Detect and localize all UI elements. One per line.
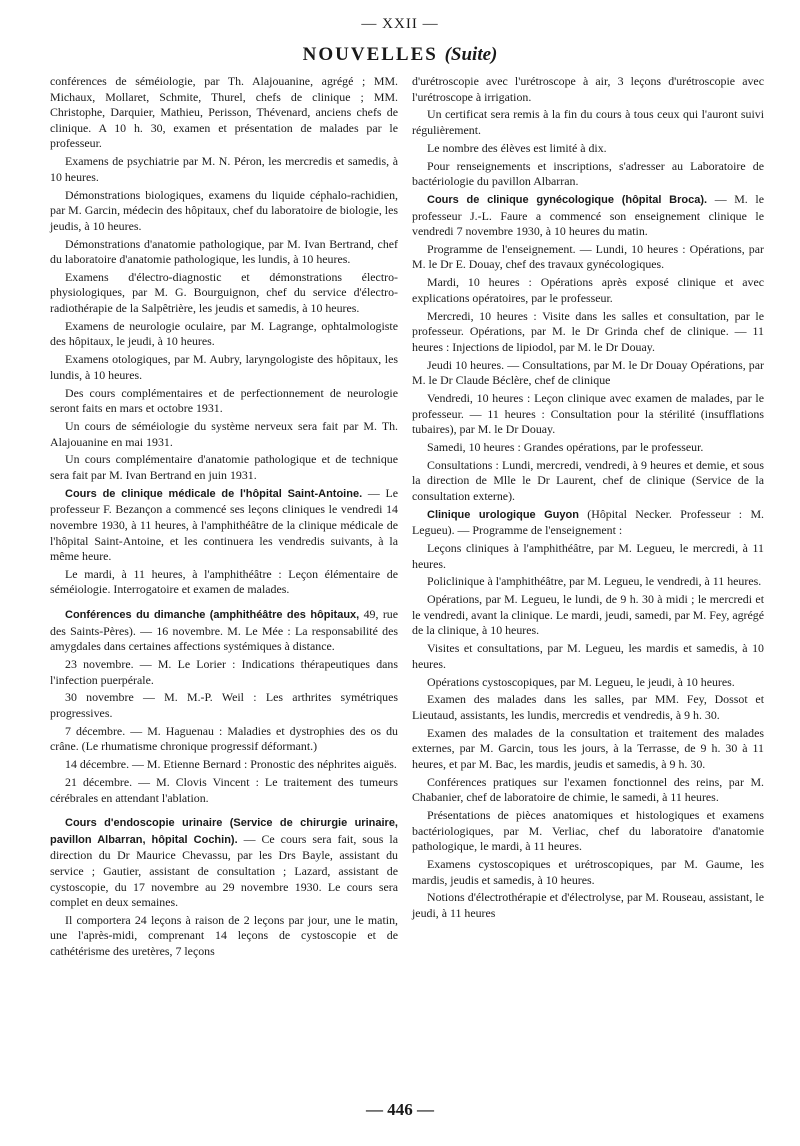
paragraph	[412, 242, 764, 273]
paragraph	[412, 641, 764, 672]
paragraph-text: Opérations cystoscopiques, par M. Legueu, le jeudi, à 10 heures.	[427, 674, 735, 689]
paragraph	[412, 726, 764, 773]
paragraph	[50, 815, 398, 911]
paragraph	[412, 857, 764, 888]
paragraph	[412, 458, 764, 505]
paragraph-text: Programme de l'enseignement. — Lundi, 10 heures : Opérations, par M. le Dr E. Douay, chef des travaux gynécologiques.	[412, 241, 764, 272]
paragraph-text: Il comportera 24 leçons à raison de 2 leçons par jour, une le matin, une l'après-midi, comprenant 14 leçons de cystoscopie et de cathétérisme des uretères, 7 leçons	[50, 912, 398, 959]
paragraph-text: 21 décembre. — M. Clovis Vincent : Le traitement des tumeurs cérébrales en attendant l'ablation.	[50, 774, 398, 805]
paragraph-text: Le mardi, à 11 heures, à l'amphithéâtre : Leçon élémentaire de séméiologie. Interrogatoire et examen de malades.	[50, 566, 398, 597]
paragraph-text: — Le professeur F. Bezançon a commencé ses leçons cliniques le vendredi 14 novembre 1930, à 11 heures, à l'amphithéâtre de la clinique médicale de l'hôpital Saint-Antoine, et les continuera les vendredis suivants, à la même heure.	[50, 485, 398, 564]
paragraph	[412, 675, 764, 691]
paragraph-text: Démonstrations d'anatomie pathologique, par M. Ivan Bertrand, chef du laboratoire d'anatomie pathologique, les lundis, à 10 heures.	[50, 236, 398, 267]
paragraph-text: Examens de psychiatrie par M. N. Péron, les mercredis et samedis, à 10 heures.	[50, 154, 398, 184]
section-heading: Clinique urologique Guyon	[427, 508, 579, 521]
left-column	[50, 74, 398, 962]
paragraph-text: Présentations de pièces anatomiques et histologiques et examens bactériologiques, par M. Verliac, chef du laboratoire d'anatomie pathologique, le mardi, à 11 heures.	[412, 808, 764, 854]
paragraph	[50, 270, 398, 317]
paragraph	[50, 319, 398, 350]
paragraph-text: Visites et consultations, par M. Legueu, les mardis et samedis, à 10 heures.	[412, 641, 764, 671]
paragraph-text: Examens otologiques, par M. Aubry, laryngologiste des hôpitaux, les lundis, à 10 heures.	[50, 352, 398, 382]
paragraph	[50, 188, 398, 235]
paragraph-text: Le nombre des élèves est limité à dix.	[427, 140, 607, 155]
paragraph-text: Pour renseignements et inscriptions, s'adresser au Laboratoire de bactériologie du pavillon Albarran.	[412, 158, 764, 189]
paragraph	[412, 192, 764, 240]
paragraph-text: Examens d'électro-diagnostic et démonstrations électro-physiologiques, par M. G. Bourguignon, chef du service d'électro-radiothérapie de la Salpêtrière, les jeudis et samedis, à 10 heures.	[50, 269, 398, 316]
paragraph-text: 23 novembre. — M. Le Lorier : Indications thérapeutiques dans l'infection puerpérale.	[50, 657, 398, 687]
paragraph	[412, 159, 764, 190]
paragraph	[50, 74, 398, 152]
section-title-suffix: (Suite)	[444, 44, 498, 65]
paragraph	[50, 486, 398, 565]
paragraph	[412, 391, 764, 438]
section-heading: Cours de clinique gynécologique (hôpital Broca).	[427, 193, 708, 206]
paragraph-text: Examen des malades dans les salles, par MM. Fey, Dossot et Lieutaud, assistants, les lundis, mercredis et vendredis, à 9 h. 30.	[412, 692, 764, 722]
paragraph-text: — M. le professeur J.-L. Faure a commencé son enseignement clinique le vendredi 7 novembre 1930, à 10 heures du matin.	[412, 191, 764, 239]
paragraph	[412, 692, 764, 723]
paragraph	[50, 386, 398, 417]
paragraph	[50, 607, 398, 655]
paragraph-text: Notions d'électrothérapie et d'électrolyse, par M. Rouseau, assistant, le jeudi, à 11 heures	[412, 890, 764, 920]
paragraph	[412, 440, 764, 456]
paragraph-text: Mardi, 10 heures : Opérations après exposé clinique et avec explications opératoires, par le professeur.	[412, 275, 764, 305]
right-column	[412, 74, 764, 924]
paragraph	[50, 352, 398, 383]
paragraph-text: Mercredi, 10 heures : Visite dans les salles et consultation, par le professeur. Opérations, par M. le Dr Grinda chef de clinique. — 11 heures : Injections de lipiodol, par M. le Dr Douay.	[412, 308, 764, 354]
paragraph	[412, 358, 764, 389]
paragraph-text: Démonstrations biologiques, examens du liquide céphalo-rachidien, par M. Garcin, médecin des hôpitaux, chef du laboratoire de biologie, les jeudis, à 10 heures.	[50, 187, 398, 233]
paragraph	[412, 309, 764, 356]
paragraph-text: (Hôpital Necker. Professeur : M. Legueu). — Programme de l'enseignement :	[412, 506, 764, 538]
paragraph	[50, 913, 398, 960]
section-heading: Cours d'endoscopie urinaire (Service de chirurgie urinaire, pavillon Albarran, hôpital Cochin).	[50, 817, 398, 846]
paragraph-text: Leçons cliniques à l'amphithéâtre, par M. Legueu, le mercredi, à 11 heures.	[412, 541, 764, 571]
paragraph	[50, 757, 398, 773]
paragraph-text: Samedi, 10 heures : Grandes opérations, par le professeur.	[427, 439, 704, 454]
paragraph	[412, 808, 764, 855]
paragraph-text: 30 novembre — M. M.-P. Weil : Les arthrites symétriques progressives.	[50, 690, 398, 720]
paragraph	[50, 657, 398, 688]
paragraph-text: Jeudi 10 heures. — Consultations, par M. le Dr Douay Opérations, par M. le Dr Claude Béclère, chef de clinique	[412, 357, 764, 388]
paragraph-text: conférences de séméiologie, par Th. Alajouanine, agrégé ; MM. Michaux, Mollaret, Schmite, Thurel, chefs de clinique ; MM. Christophe, Darquier, Mathieu, Perisson, Thévenard, anciens chefs de clinique. A 10 h. 30, examen et présentation de malades par le professeur.	[50, 74, 398, 151]
paragraph-text: Examens cystoscopiques et urétroscopiques, par M. Gaume, les mardis, jeudis et samedis, à 10 heures.	[412, 857, 764, 887]
paragraph	[412, 74, 764, 105]
paragraph-text: Consultations : Lundi, mercredi, vendredi, à 9 heures et demie, et sous la direction de Mlle le Dr Laurent, chef de clinique (Service de la consultation externe).	[412, 457, 764, 503]
paragraph	[50, 724, 398, 755]
section-heading: Cours de clinique médicale de l'hôpital Saint-Antoine.	[65, 487, 363, 500]
paragraph-text: Examen des malades de la consultation et traitement des malades externes, par M. Garcin, tous les jours, à la Terrasse, de 9 h. 30 à 11 heures, et par M. Bac, les mardis, jeudis et samedis, à 9 h. 30.	[412, 725, 764, 771]
paragraph-text: Examens de neurologie oculaire, par M. Lagrange, ophtalmologiste des hôpitaux, le jeudi, à 10 heures.	[50, 318, 398, 349]
paragraph	[412, 775, 764, 806]
paragraph	[412, 107, 764, 138]
paragraph	[412, 541, 764, 572]
paragraph	[412, 141, 764, 157]
paragraph-text: 7 décembre. — M. Haguenau : Maladies et dystrophies des os du crâne. (Le rhumatisme chronique progressif déformant.)	[50, 723, 398, 754]
section-heading: Conférences du dimanche (amphithéâtre des hôpitaux,	[65, 609, 360, 622]
paragraph-text: Un cours complémentaire d'anatomie pathologique et de technique sera fait par M. Ivan Bertrand en juin 1931.	[50, 452, 398, 482]
paragraph-text: Opérations, par M. Legueu, le lundi, de 9 h. 30 à midi ; le mercredi et le vendredi, avant la clinique. Le mardi, jeudi, samedi, par M. Fey, agrégé de la clinique, à 10 heures.	[412, 592, 764, 638]
paragraph	[412, 890, 764, 921]
paragraph	[412, 275, 764, 306]
section-title-text: NOUVELLES	[302, 44, 438, 65]
roman-page-number: — XXII —	[361, 16, 439, 32]
paragraph-text: Des cours complémentaires et de perfectionnement de neurologie seront faits en mars et octobre 1931.	[50, 385, 398, 416]
paragraph-text: 14 décembre. — M. Etienne Bernard : Pronostic des néphrites aiguës.	[65, 757, 397, 772]
paragraph	[50, 237, 398, 268]
paragraph-text: Vendredi, 10 heures : Leçon clinique avec examen de malades, par le professeur. — 11 heures : Consultation pour la stérilité (insufflations tubaires), par M. le Dr Douay.	[412, 390, 764, 437]
paragraph-text: Un certificat sera remis à la fin du cours à tous ceux qui l'auront suivi régulièrement.	[412, 107, 764, 137]
paragraph	[50, 452, 398, 483]
paragraph	[50, 567, 398, 598]
paragraph-text: d'urétroscopie avec l'urétroscope à air, 3 leçons d'urétroscopie avec l'urétroscope à irrigation.	[412, 74, 764, 104]
paragraph	[412, 574, 764, 590]
paragraph-text: Policlinique à l'amphithéâtre, par M. Legueu, le vendredi, à 11 heures.	[427, 574, 762, 589]
page-number: — 446 —	[366, 1100, 434, 1119]
paragraph	[50, 690, 398, 721]
paragraph-text: Conférences pratiques sur l'examen fonctionnel des reins, par M. Chabanier, chef de laboratoire de chimie, le samedi, à 11 heures.	[412, 774, 764, 805]
section-title	[0, 44, 800, 66]
paragraph-text: 49, rue des Saints-Pères). — 16 novembre. M. Le Mée : La responsabilité des amygdales dans certaines affections systémiques à distance.	[50, 607, 399, 654]
paragraph	[412, 592, 764, 639]
paragraph	[50, 775, 398, 806]
paragraph	[50, 154, 398, 185]
paragraph	[50, 419, 398, 450]
paragraph	[412, 507, 764, 539]
paragraph-text: Un cours de séméiologie du système nerveux sera fait par M. Th. Alajouanine en mai 1931.	[50, 418, 398, 449]
paragraph-text: — Ce cours sera fait, sous la direction du Dr Maurice Chevassu, par les Drs Bayle, assistant du service ; Gautier, assistant de consultation ; Lazard, assistant de cystoscopie, du 17 novembre au 29 novembre 1930. Le cours sera complet en deux semaines.	[50, 831, 398, 910]
